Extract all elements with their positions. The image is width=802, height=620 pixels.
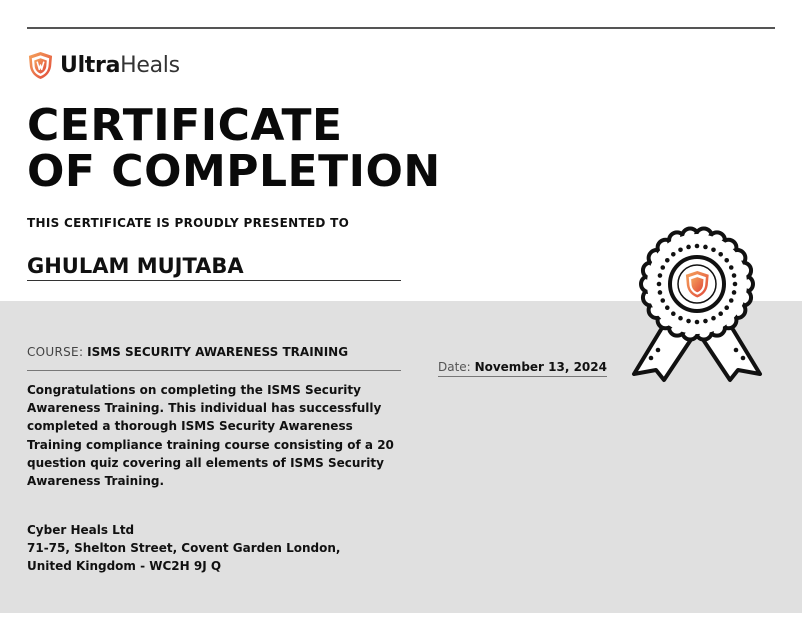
course-name: ISMS SECURITY AWARENESS TRAINING [87,345,349,359]
course-label: COURSE: [27,345,84,359]
brand-name [60,52,180,78]
certificate-description: Congratulations on completing the ISMS Security Awareness Training. This individual has successfully completed a thorough ISMS Security Awareness Training compliance training course consisting of a 20 question quiz covering all elements of ISMS Security Awareness Training. [27,383,394,489]
course-line [27,345,401,371]
date-label: Date: [438,360,471,374]
date-value: November 13, 2024 [474,360,607,374]
issuer-address-line-1: 71-75, Shelton Street, Covent Garden London, [27,541,341,556]
issuer-company: Cyber Heals Ltd [27,523,135,537]
recipient-name: GHULAM MUJTABA [27,254,401,281]
certificate-title [27,100,441,197]
title-line-1: CERTIFICATE [27,100,343,151]
brand-logo [27,51,180,80]
title-line-2: OF COMPLETION [27,146,441,197]
shield-logo-icon [27,51,54,80]
award-ribbon-icon [630,226,764,384]
top-divider [27,27,775,29]
issuer-info [27,521,407,576]
presented-to-label: THIS CERTIFICATE IS PROUDLY PRESENTED TO [27,216,350,230]
brand-name-bold: Ultra [60,52,121,78]
brand-name-light: Heals [120,52,180,78]
date-line [438,360,607,377]
issuer-address-line-2: United Kingdom - WC2H 9J Q [27,559,222,574]
